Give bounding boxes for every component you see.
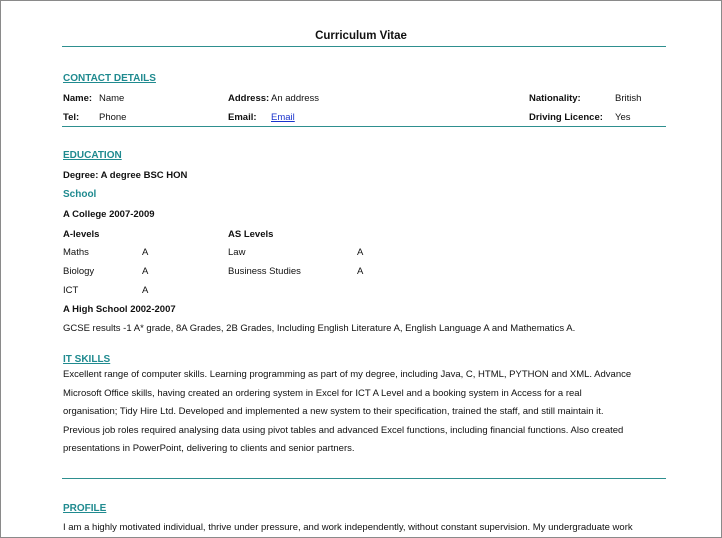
name-value: Name: [99, 93, 125, 104]
email-label: Email:: [228, 112, 257, 123]
profile-heading: PROFILE: [63, 503, 107, 514]
it-skills-line: Excellent range of computer skills. Learning programming as part of my degree, including Java, C, HTML, PYTHON and XML. Advance: [63, 369, 632, 380]
nationality-value: British: [615, 93, 642, 104]
contact-rule: [62, 126, 666, 127]
alevel-grade: A: [142, 247, 149, 258]
profile-text: I am a highly motivated individual, thrive under pressure, and work independently, without constant supervision. My undergraduate work: [63, 522, 633, 533]
name-label: Name:: [63, 93, 93, 104]
address-label: Address:: [228, 93, 270, 104]
contact-details-heading: CONTACT DETAILS: [63, 73, 156, 84]
it-skills-line: presentations in PowerPoint, delivering to clients and senior partners.: [63, 443, 355, 454]
driving-licence-value: Yes: [615, 112, 631, 123]
alevel-grade: A: [142, 266, 149, 277]
gcse-results: GCSE results -1 A* grade, 8A Grades, 2B Grades, Including English Literature A, English Language A and Mathematics A.: [63, 323, 576, 334]
aslevel-subject: Law: [228, 247, 246, 258]
alevel-subject: Biology: [63, 266, 95, 277]
tel-label: Tel:: [63, 112, 80, 123]
it-skills-heading: IT SKILLS: [63, 354, 111, 365]
it-skills-line: organisation; Tidy Hire Ltd. Developed and implemented a new system to their specification, trained the staff, and still maintain it.: [63, 406, 604, 417]
college-line: A College 2007-2009: [63, 209, 155, 220]
school-subheading: School: [63, 189, 97, 200]
email-link[interactable]: Email: [271, 112, 295, 123]
alevel-grade: A: [142, 285, 149, 296]
title-rule: [62, 46, 666, 47]
alevel-subject: ICT: [63, 285, 79, 296]
tel-value: Phone: [99, 112, 127, 123]
aslevel-grade: A: [357, 266, 364, 277]
aslevel-subject: Business Studies: [228, 266, 301, 277]
nationality-label: Nationality:: [529, 93, 581, 104]
degree-line: Degree: A degree BSC HON: [63, 170, 188, 181]
driving-licence-label: Driving Licence:: [529, 112, 603, 123]
high-school-line: A High School 2002-2007: [63, 304, 176, 315]
education-heading: EDUCATION: [63, 150, 122, 161]
alevel-subject: Maths: [63, 247, 89, 258]
aslevels-heading: AS Levels: [228, 229, 274, 240]
it-skills-rule: [62, 478, 666, 479]
it-skills-line: Previous job roles required analysing data using pivot tables and advanced Excel functions, including financial functions. Also created: [63, 424, 624, 436]
alevels-heading: A-levels: [63, 229, 100, 240]
it-skills-line: Microsoft Office skills, having created an ordering system in Excel for ICT A Level and a booking system in Access for a real: [63, 387, 582, 399]
address-value: An address: [271, 93, 320, 104]
it-skills-paragraph: [63, 366, 667, 459]
document-title: Curriculum Vitae: [315, 30, 407, 42]
aslevel-grade: A: [357, 247, 364, 258]
